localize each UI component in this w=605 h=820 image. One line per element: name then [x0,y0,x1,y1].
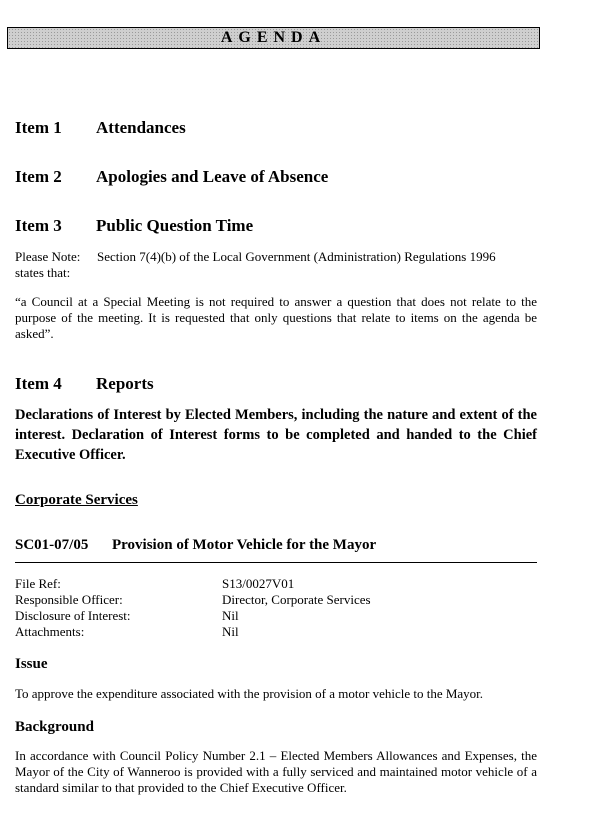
item-number: Item 2 [15,167,62,186]
detail-label: Attachments: [15,624,85,639]
item-title: Public Question Time [96,216,254,235]
report-code: SC01-07/05 [15,537,89,553]
detail-value: S13/0027V01 [222,576,295,591]
issue-heading: Issue [15,656,48,672]
item-number: Item 4 [15,374,62,393]
note-text: Section 7(4)(b) of the Local Government (Administration) Regulations 1996 [97,249,496,264]
detail-value: Nil [222,608,239,623]
issue-text: To approve the expenditure associated with the provision of a motor vehicle to the Mayor. [15,686,484,701]
item-title: Reports [96,374,154,393]
item-number: Item 3 [15,216,62,235]
detail-value: Nil [222,624,239,639]
detail-label: Responsible Officer: [15,592,123,607]
background-heading: Background [15,719,94,735]
agenda-item-2 [15,167,328,187]
agenda-title: AGENDA [220,29,327,46]
please-note [15,249,537,281]
detail-value: Director, Corporate Services [222,592,371,607]
detail-row [15,624,371,640]
agenda-banner [7,27,540,49]
background-text: In accordance with Council Policy Number 2.1 – Elected Members Allowances and Expenses, the Mayor of the City of Wanneroo is provided with a fully serviced and maintained motor vehicle of a standard similar to that provided to the Chief Executive Officer. [15,748,537,795]
detail-row [15,576,371,592]
declarations-of-interest: Declarations of Interest by Elected Members, including the nature and extent of the interest. Declaration of Interest forms to be completed and handed to the Chief Executive Officer. [15,407,537,463]
item-title: Apologies and Leave of Absence [96,167,329,186]
detail-label: Disclosure of Interest: [15,608,131,623]
item-title: Attendances [96,118,186,137]
corporate-services-heading: Corporate Services [15,492,138,508]
detail-label: File Ref: [15,576,61,591]
report-title [15,537,537,563]
regulation-quote: “a Council at a Special Meeting is not required to answer a question that does not relate to the purpose of the meeting. It is requested that only questions that relate to items on the agenda be asked”. [15,294,537,341]
agenda-item-4 [15,374,154,394]
agenda-item-1 [15,118,186,138]
report-details [15,576,371,640]
note-label: Please Note: [15,249,81,264]
report-name: Provision of Motor Vehicle for the Mayor [112,537,377,553]
detail-row [15,608,371,624]
agenda-item-3 [15,216,253,236]
note-text-continued: states that: [15,265,71,280]
item-number: Item 1 [15,118,62,137]
detail-row [15,592,371,608]
